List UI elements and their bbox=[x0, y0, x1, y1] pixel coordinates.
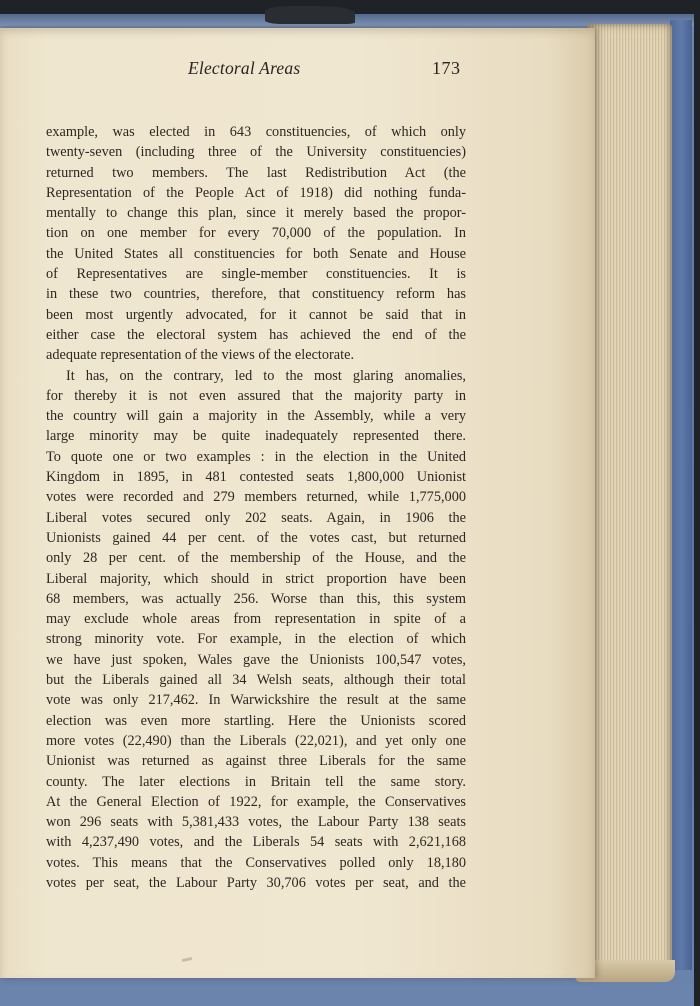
body-text bbox=[46, 122, 466, 893]
text-line: for thereby it is not even assured that the majority party in bbox=[46, 387, 466, 404]
text-line: Unionists gained 44 per cent. of the votes cast, but returned bbox=[46, 529, 466, 546]
text-line: It has, on the contrary, led to the most glaring anomalies, bbox=[66, 367, 466, 384]
text-line: To quote one or two examples : in the election in the United bbox=[46, 448, 466, 465]
text-line: votes were recorded and 279 members returned, while 1,775,000 bbox=[46, 489, 466, 506]
chapter-title: Electoral Areas bbox=[188, 58, 301, 78]
text-line: been most urgently advocated, for it cannot be said that in bbox=[46, 306, 466, 323]
text-line: county. The later elections in Britain tell the same story. bbox=[46, 773, 466, 790]
running-head bbox=[0, 58, 595, 82]
text-line: Liberal majority, which should in strict proportion have been bbox=[46, 570, 466, 587]
text-line: adequate representation of the views of the electorate. bbox=[46, 347, 355, 364]
text-line: may exclude whole areas from representation in spite of a bbox=[46, 611, 466, 628]
text-line: the United States all constituencies for both Senate and House bbox=[46, 245, 466, 262]
text-line: more votes (22,490) than the Liberals (22,021), and yet only one bbox=[46, 732, 466, 749]
text-line: example, was elected in 643 constituencies, of which only bbox=[46, 124, 466, 140]
text-line: the country will gain a majority in the Assembly, while a very bbox=[46, 408, 466, 425]
text-line: votes per seat, the Labour Party 30,706 votes per seat, and the bbox=[46, 874, 466, 891]
text-line: 68 members, was actually 256. Worse than this, this system bbox=[46, 590, 466, 607]
text-line: large minority may be quite inadequately represented there. bbox=[46, 428, 466, 445]
cover-right-edge bbox=[670, 20, 692, 970]
text-line: Representation of the People Act of 1918) did nothing funda- bbox=[46, 184, 466, 201]
text-line: Unionist was returned as against three Liberals for the same bbox=[46, 753, 466, 770]
text-line: strong minority vote. For example, in the election of which bbox=[46, 631, 466, 648]
text-line: vote was only 217,462. In Warwickshire the result at the same bbox=[46, 692, 466, 709]
text-line: election was even more startling. Here the Unionists scored bbox=[46, 712, 466, 729]
text-line: but the Liberals gained all 34 Welsh seats, although their total bbox=[46, 672, 466, 689]
text-line: Kingdom in 1895, in 481 contested seats 1,800,000 Unionist bbox=[46, 469, 466, 486]
text-line: votes. This means that the Conservatives polled only 18,180 bbox=[46, 854, 466, 871]
text-line: of Representatives are single-member constituencies. It is bbox=[46, 266, 466, 283]
page-edges bbox=[588, 24, 672, 980]
text-line: At the General Election of 1922, for example, the Conservatives bbox=[46, 793, 466, 810]
text-line: with 4,237,490 votes, and the Liberals 54 seats with 2,621,168 bbox=[46, 834, 466, 851]
cover-tear bbox=[265, 6, 355, 24]
text-line: either case the electoral system has achieved the end of the bbox=[46, 326, 466, 343]
text-line: returned two members. The last Redistribution Act (the bbox=[46, 164, 466, 181]
text-line: twenty-seven (including three of the University constituencies) bbox=[46, 144, 466, 161]
text-line: we have just spoken, Wales gave the Unionists 100,547 votes, bbox=[46, 651, 466, 668]
text-line: tion on one member for every 70,000 of the population. In bbox=[46, 225, 466, 242]
text-line: in these two countries, therefore, that constituency reform has bbox=[46, 286, 466, 303]
page-number: 173 bbox=[432, 58, 461, 78]
text-line: Liberal votes secured only 202 seats. Again, in 1906 the bbox=[46, 509, 466, 526]
text-line: won 296 seats with 5,381,433 votes, the Labour Party 138 seats bbox=[46, 814, 466, 831]
text-line: mentally to change this plan, since it merely based the propor- bbox=[46, 205, 466, 222]
text-line: only 28 per cent. of the membership of the House, and the bbox=[46, 550, 466, 567]
